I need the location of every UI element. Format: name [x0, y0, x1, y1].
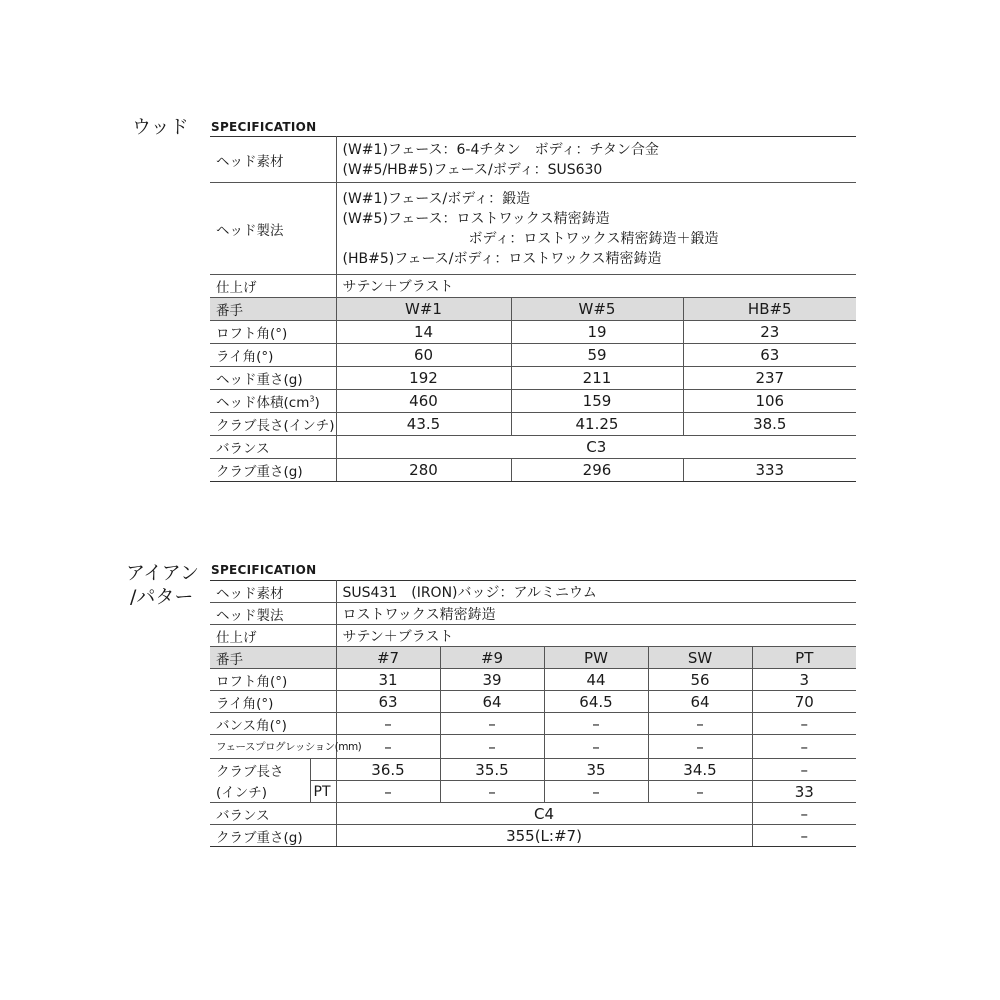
- iron-club-length-spacer: [310, 759, 336, 781]
- iron-cell: 35: [544, 759, 648, 781]
- wood-cell: 460: [336, 390, 511, 413]
- iron-balance-value: C4: [336, 803, 752, 825]
- iron-cell: –: [752, 735, 856, 759]
- wood-row-balance: [210, 436, 856, 459]
- wood-head-material-line: (W#5/HB#5)フェース/ボディ：SUS630: [342, 161, 603, 178]
- wood-cell: 59: [511, 344, 683, 367]
- iron-cell: 64: [648, 691, 752, 713]
- iron-cell: –: [544, 713, 648, 735]
- wood-head-method-value: [336, 183, 856, 275]
- iron-club-weight-pt: –: [752, 825, 856, 847]
- iron-header-label: 番手: [210, 647, 336, 669]
- iron-cell: 44: [544, 669, 648, 691]
- iron-row-label: ロフト角(°): [210, 669, 336, 691]
- iron-head-material-label: ヘッド素材: [210, 581, 336, 603]
- iron-cell: 31: [336, 669, 440, 691]
- iron-finish-value: サテン＋ブラスト: [336, 625, 856, 647]
- wood-row-club-weight: [210, 459, 856, 482]
- wood-balance-label: バランス: [210, 436, 336, 459]
- iron-row-face-progression: [210, 735, 856, 759]
- iron-row-club-length-pt: [210, 781, 856, 803]
- wood-cell: 19: [511, 321, 683, 344]
- wood-header-col: W#1: [336, 298, 511, 321]
- wood-row-head-material: [210, 137, 856, 183]
- wood-head-method-line: (HB#5)フェース/ボディ：ロストワックス精密鋳造: [342, 250, 662, 267]
- wood-head-material-line: (W#1)フェース：6-4チタン ボディ：チタン合金: [342, 141, 659, 158]
- wood-row-volume: [210, 390, 856, 413]
- iron-cell: 64: [440, 691, 544, 713]
- volume-label-end: ): [314, 395, 320, 411]
- wood-header-col: W#5: [511, 298, 683, 321]
- iron-cell: –: [440, 735, 544, 759]
- iron-balance-pt: –: [752, 803, 856, 825]
- wood-cell: 159: [511, 390, 683, 413]
- wood-header-label: 番手: [210, 298, 336, 321]
- wood-row-label: クラブ長さ(インチ): [210, 413, 336, 436]
- iron-cell: –: [752, 713, 856, 735]
- wood-cell: 280: [336, 459, 511, 482]
- iron-cell: –: [648, 735, 752, 759]
- wood-cell: 38.5: [683, 413, 856, 436]
- iron-head-method-value: ロストワックス精密鋳造: [336, 603, 856, 625]
- wood-row-label: ライ角(°): [210, 344, 336, 367]
- wood-cell: 41.25: [511, 413, 683, 436]
- wood-row-lie: [210, 344, 856, 367]
- iron-club-length-label-2: (インチ): [210, 781, 310, 803]
- iron-cell: 63: [336, 691, 440, 713]
- iron-cell: –: [544, 735, 648, 759]
- wood-cell: 60: [336, 344, 511, 367]
- wood-cell: 237: [683, 367, 856, 390]
- iron-pt-label: PT: [310, 781, 336, 803]
- iron-header-col: SW: [648, 647, 752, 669]
- wood-finish-label: 仕上げ: [210, 275, 336, 298]
- iron-row-label: バンス角(°): [210, 713, 336, 735]
- iron-spec-label: SPECIFICATION: [211, 563, 317, 577]
- iron-row-bounce: [210, 713, 856, 735]
- wood-head-method-label: ヘッド製法: [210, 183, 336, 275]
- iron-head-method-label: ヘッド製法: [210, 603, 336, 625]
- iron-cell: –: [752, 759, 856, 781]
- wood-cell: 23: [683, 321, 856, 344]
- iron-cell: –: [336, 735, 440, 759]
- iron-finish-label: 仕上げ: [210, 625, 336, 647]
- wood-cell: 192: [336, 367, 511, 390]
- wood-cell: 14: [336, 321, 511, 344]
- iron-cell: 33: [752, 781, 856, 803]
- iron-row-head-material: [210, 581, 856, 603]
- iron-cell: 56: [648, 669, 752, 691]
- wood-spec-label: SPECIFICATION: [211, 120, 317, 134]
- iron-row-club-weight: [210, 825, 856, 847]
- wood-section-title: ウッド: [132, 116, 189, 138]
- iron-balance-label: バランス: [210, 803, 336, 825]
- iron-row-club-length: [210, 759, 856, 781]
- wood-row-finish: [210, 275, 856, 298]
- wood-club-weight-label: クラブ重さ(g): [210, 459, 336, 482]
- wood-cell: 43.5: [336, 413, 511, 436]
- volume-label-main: ヘッド体積(cm: [216, 395, 310, 411]
- iron-cell: 34.5: [648, 759, 752, 781]
- wood-cell: 296: [511, 459, 683, 482]
- iron-head-material-value: SUS431 (IRON)バッジ：アルミニウム: [336, 581, 856, 603]
- iron-cell: 36.5: [336, 759, 440, 781]
- iron-cell: 70: [752, 691, 856, 713]
- wood-finish-value: サテン＋ブラスト: [336, 275, 856, 298]
- iron-club-weight-label: クラブ重さ(g): [210, 825, 336, 847]
- wood-cell: 333: [683, 459, 856, 482]
- iron-spec-table: [210, 580, 856, 847]
- iron-section-title-2: /パター: [130, 586, 194, 608]
- iron-club-length-label: クラブ長さ: [216, 763, 284, 780]
- iron-header-col: PT: [752, 647, 856, 669]
- wood-head-method-line: ボディ：ロストワックス精密鋳造＋鍛造: [468, 230, 719, 247]
- iron-row-loft: [210, 669, 856, 691]
- iron-header-col: #7: [336, 647, 440, 669]
- wood-cell: 211: [511, 367, 683, 390]
- iron-row-label: ライ角(°): [210, 691, 336, 713]
- wood-cell: 106: [683, 390, 856, 413]
- wood-row-length: [210, 413, 856, 436]
- iron-row-balance: [210, 803, 856, 825]
- wood-head-method-line: (W#5)フェース：ロストワックス精密鋳造: [342, 210, 610, 227]
- wood-row-head-method: [210, 183, 856, 275]
- iron-row-finish: [210, 625, 856, 647]
- wood-header-row: [210, 298, 856, 321]
- volume-label-sup: 3: [309, 394, 315, 404]
- wood-row-label: ロフト角(°): [210, 321, 336, 344]
- wood-spec-table: [210, 136, 856, 482]
- wood-balance-value: C3: [336, 436, 856, 459]
- wood-header-col: HB#5: [683, 298, 856, 321]
- iron-cell: –: [336, 781, 440, 803]
- iron-cell: –: [648, 713, 752, 735]
- wood-row-loft: [210, 321, 856, 344]
- iron-section-title: アイアン: [126, 562, 199, 584]
- iron-cell: –: [440, 713, 544, 735]
- wood-cell: 63: [683, 344, 856, 367]
- wood-row-label: ヘッド重さ(g): [210, 367, 336, 390]
- iron-header-col: #9: [440, 647, 544, 669]
- iron-header-col: PW: [544, 647, 648, 669]
- iron-cell: 35.5: [440, 759, 544, 781]
- iron-cell: 64.5: [544, 691, 648, 713]
- iron-header-row: [210, 647, 856, 669]
- iron-row-lie: [210, 691, 856, 713]
- iron-row-head-method: [210, 603, 856, 625]
- iron-club-weight-value: 355(L:#7): [336, 825, 752, 847]
- wood-head-material-label: ヘッド素材: [210, 137, 336, 183]
- wood-head-method-line: (W#1)フェース/ボディ：鍛造: [342, 190, 531, 207]
- iron-cell: –: [544, 781, 648, 803]
- wood-row-head-weight: [210, 367, 856, 390]
- iron-cell: –: [440, 781, 544, 803]
- iron-cell: –: [648, 781, 752, 803]
- iron-row-label: フェースプログレッション(mm): [210, 735, 336, 759]
- iron-cell: 39: [440, 669, 544, 691]
- wood-head-material-value: [336, 137, 856, 183]
- iron-cell: 3: [752, 669, 856, 691]
- wood-row-label: [210, 390, 336, 413]
- iron-cell: –: [336, 713, 440, 735]
